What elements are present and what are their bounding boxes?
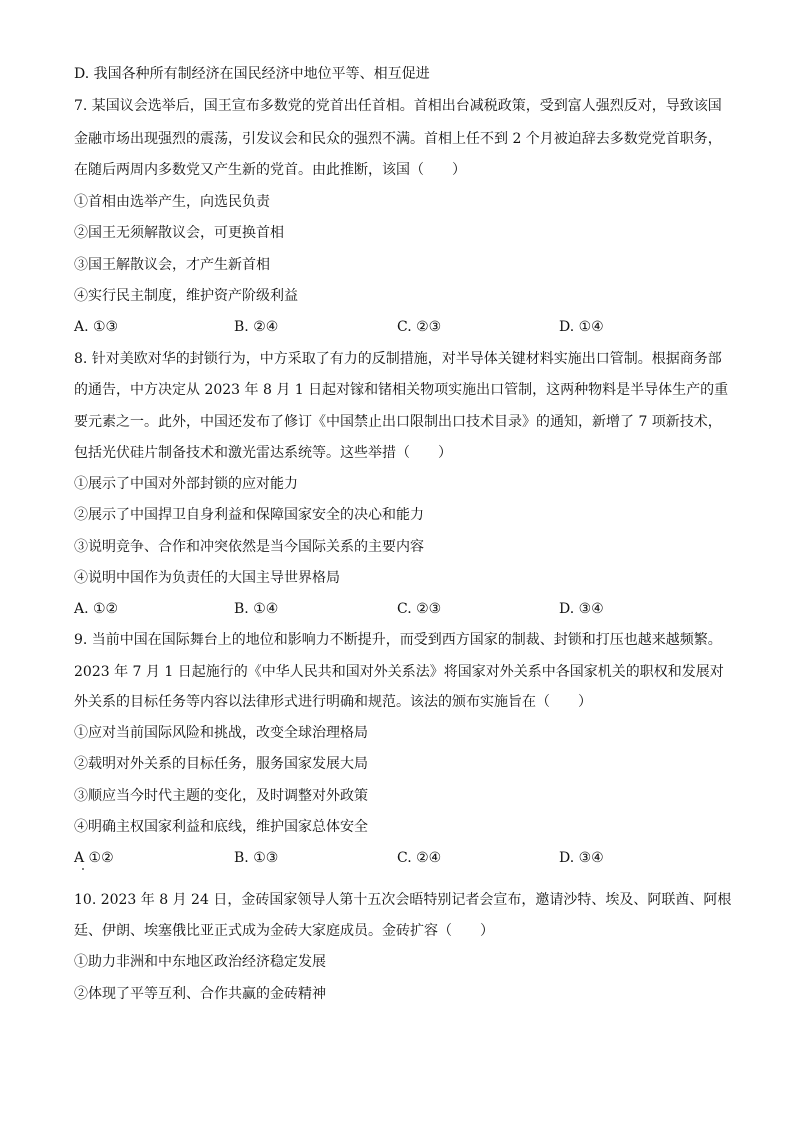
q7-option-b: B. ②④ <box>234 319 279 335</box>
q9-statement-4: ④明确主权国家利益和底线，维护国家总体安全 <box>74 819 368 835</box>
q10-statement-2: ②体现了平等互利、合作共赢的金砖精神 <box>74 986 326 1002</box>
q10-stem-line-2: 廷、伊朗、埃塞俄比亚正式成为金砖大家庭成员。金砖扩容（ ） <box>74 923 494 939</box>
q8-statement-1: ①展示了中国对外部封锁的应对能力 <box>74 476 298 492</box>
q7-stem-line-3: 在随后两周内多数党又产生新的党首。由此推断，该国（ ） <box>74 162 466 178</box>
q9-stem-line-3: 外关系的目标任务等内容以法律形式进行明确和规范。该法的颁布实施旨在（ ） <box>74 694 592 710</box>
q8-statement-2: ②展示了中国捍卫自身利益和保障国家安全的决心和能力 <box>74 507 424 523</box>
q9-option-b: B. ①③ <box>234 850 279 866</box>
q7-option-c: C. ②③ <box>397 319 442 335</box>
q8-option-b: B. ①④ <box>234 601 279 617</box>
q7-option-d: D. ①④ <box>559 319 604 335</box>
q7-statement-2: ②国王无须解散议会，可更换首相 <box>74 225 284 241</box>
q8-statement-4: ④说明中国作为负责任的大国主导世界格局 <box>74 570 340 586</box>
q8-options <box>74 600 734 618</box>
q9-statement-2: ②载明对外关系的目标任务，服务国家发展大局 <box>74 756 368 772</box>
q10-statement-1: ①助力非洲和中东地区政治经济稳定发展 <box>74 954 326 970</box>
q7-statement-3: ③国王解散议会，才产生新首相 <box>74 257 270 273</box>
q9-option-c: C. ②④ <box>397 850 442 866</box>
q8-option-c: C. ②③ <box>397 601 442 617</box>
q8-option-d: D. ③④ <box>559 601 604 617</box>
q7-options <box>74 318 734 336</box>
stray-dot-mark <box>82 868 84 870</box>
q7-statement-4: ④实行民主制度，维护资产阶级利益 <box>74 288 298 304</box>
q9-statement-3: ③顺应当今时代主题的变化，及时调整对外政策 <box>74 788 368 804</box>
q8-stem-line-2: 的通告，中方决定从 2023 年 8 月 1 日起对镓和锗相关物项实施出口管制，这两种物料是半导体生产的重 <box>74 382 729 398</box>
q8-stem-line-4: 包括光伏硅片制备技术和激光雷达系统等。这些举措（ ） <box>74 445 452 461</box>
q8-statement-3: ③说明竞争、合作和冲突依然是当今国际关系的主要内容 <box>74 539 424 555</box>
q9-stem-line-1: 9. 当前中国在国际舞台上的地位和影响力不断提升，而受到西方国家的制裁、封锁和打压也越来越频繁。 <box>74 632 722 648</box>
q9-options <box>74 849 734 867</box>
q9-option-a: A ①② <box>74 850 114 866</box>
q9-stem-line-2: 2023 年 7 月 1 日起施行的《中华人民共和国对外关系法》将国家对外关系中各国家机关的职权和发展对 <box>74 664 724 680</box>
q7-stem-line-1: 7. 某国议会选举后，国王宣布多数党的党首出任首相。首相出台减税政策，受到富人强烈反对，导致该国 <box>74 98 722 114</box>
q9-statement-1: ①应对当前国际风险和挑战，改变全球治理格局 <box>74 725 368 741</box>
q9-option-d: D. ③④ <box>559 850 604 866</box>
q8-option-a: A. ①② <box>74 601 119 617</box>
q8-stem-line-1: 8. 针对美欧对华的封锁行为，中方采取了有力的反制措施，对半导体关键材料实施出口管制。根据商务部 <box>74 351 722 367</box>
q7-stem-line-2: 金融市场出现强烈的震荡，引发议会和民众的强烈不满。首相上任不到 2 个月被迫辞去多数党党首职务， <box>74 131 722 147</box>
q7-statement-1: ①首相由选举产生，向选民负责 <box>74 194 270 210</box>
q6-option-d: D. 我国各种所有制经济在国民经济中地位平等、相互促进 <box>74 66 430 82</box>
q8-stem-line-3: 要元素之一。此外，中国还发布了修订《中国禁止出口限制出口技术目录》的通知，新增了 7 项新技术， <box>74 414 722 430</box>
q10-stem-line-1: 10. 2023 年 8 月 24 日，金砖国家领导人第十五次会晤特别记者会宣布，邀请沙特、埃及、阿联酋、阿根 <box>74 892 732 908</box>
q7-option-a: A. ①③ <box>74 319 119 335</box>
